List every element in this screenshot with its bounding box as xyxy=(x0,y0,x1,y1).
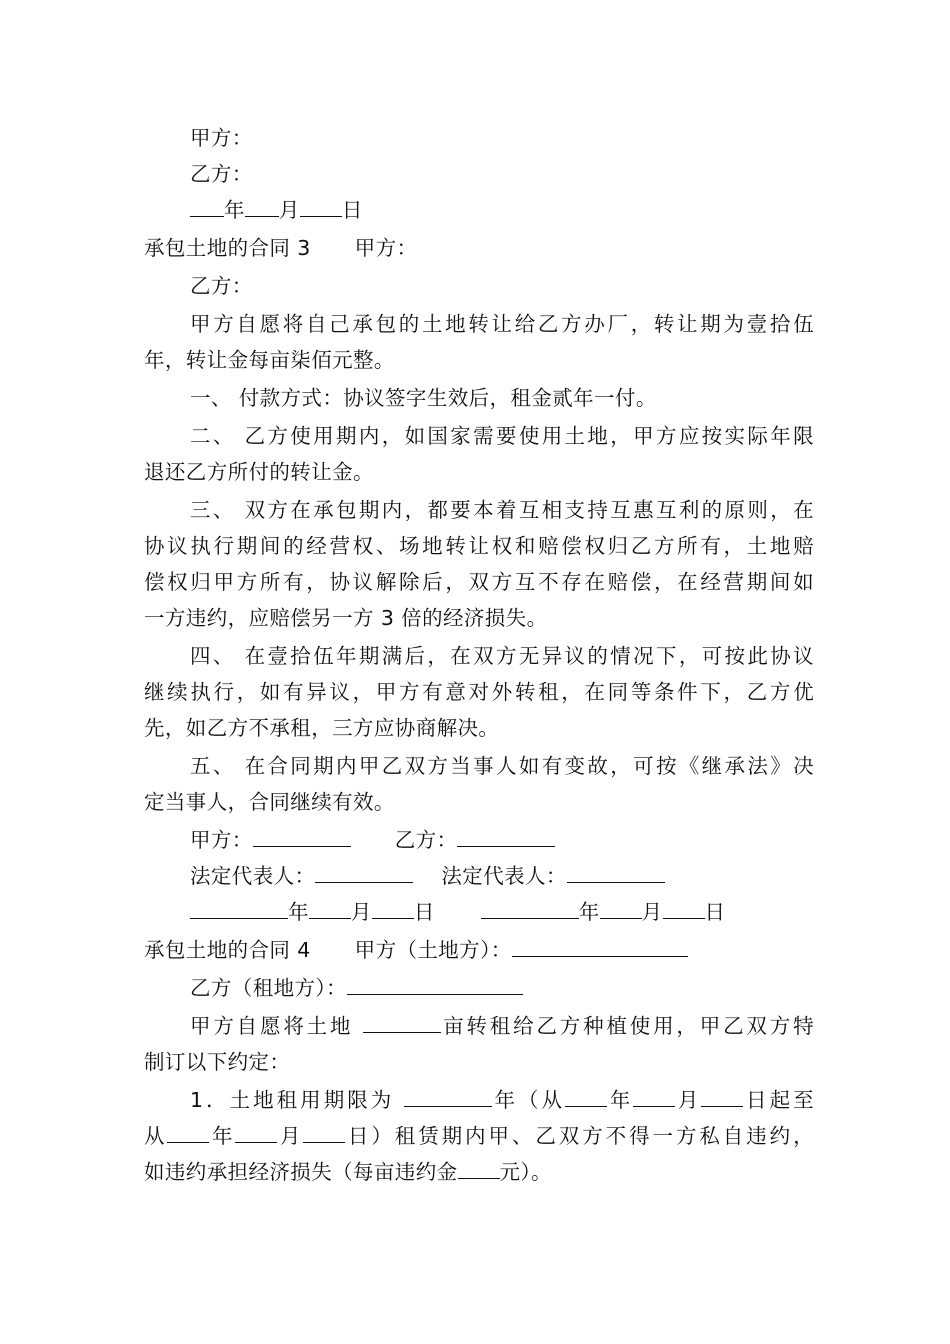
penalty-blank xyxy=(458,1158,500,1179)
text: 定当事人，合同继续有效。 xyxy=(144,790,395,814)
text: 日 xyxy=(704,900,726,924)
rep-a-blank xyxy=(315,862,413,883)
year-blank xyxy=(190,898,288,919)
contract-3-heading xyxy=(144,234,814,262)
party-b-line xyxy=(190,974,814,1002)
contract-title: 承包土地的合同 4 xyxy=(144,938,311,962)
text: 乙方（租地方）： xyxy=(190,976,347,1000)
text: 元）。 xyxy=(499,1160,552,1184)
year-blank xyxy=(167,1122,209,1143)
text: 先，如乙方不承租，三方应协商解决。 xyxy=(144,716,500,740)
clause-2 xyxy=(190,422,814,450)
date-line xyxy=(190,196,814,224)
text: 年，转让金每亩柒佰元整。 xyxy=(144,348,395,372)
party-a-blank xyxy=(512,936,688,957)
year-blank xyxy=(565,1086,607,1107)
text: 月 xyxy=(675,1088,702,1112)
paragraph-line xyxy=(144,678,814,706)
text: 亩转租给乙方种植使用，甲乙双方特 xyxy=(440,1014,814,1038)
clause-3 xyxy=(190,496,814,524)
day-blank xyxy=(701,1086,743,1107)
month-blank xyxy=(600,898,642,919)
paragraph-line xyxy=(144,714,814,742)
year-blank xyxy=(190,196,224,217)
text: 乙方： xyxy=(394,828,458,852)
text: 继续执行，如有异议，甲方有意对外转租，在同等条件下，乙方优 xyxy=(144,680,814,704)
text: 年 xyxy=(607,1088,634,1112)
month-blank xyxy=(309,898,351,919)
text: 月 xyxy=(278,198,300,222)
text: 甲方： xyxy=(354,236,418,260)
text: 乙方： xyxy=(190,162,253,186)
text: 协议执行期间的经营权、场地转让权和赔偿权归乙方所有，土地赔 xyxy=(144,534,814,558)
day-blank xyxy=(303,1122,345,1143)
party-a-label xyxy=(190,124,814,152)
text: 月 xyxy=(350,900,372,924)
party-b-blank xyxy=(347,974,523,995)
rep-b-blank xyxy=(567,862,665,883)
paragraph-line xyxy=(144,458,814,486)
text: 甲方（土地方）： xyxy=(354,938,512,962)
party-a-blank xyxy=(253,826,351,847)
contract-title: 承包土地的合同 3 xyxy=(144,236,311,260)
day-blank xyxy=(663,898,705,919)
term-blank xyxy=(404,1086,492,1107)
party-b-label xyxy=(190,272,814,300)
paragraph-line xyxy=(144,788,814,816)
text: 日起至 xyxy=(743,1088,815,1112)
text: 法定代表人： xyxy=(441,864,567,888)
text: 年（从 xyxy=(491,1088,566,1112)
clause-1 xyxy=(190,384,814,412)
text: 四、 在壹拾伍年期满后，在双方无异议的情况下，可按此协议 xyxy=(190,644,814,668)
text: 月 xyxy=(641,900,663,924)
text: 如违约承担经济损失（每亩违约金 xyxy=(144,1160,458,1184)
signature-parties xyxy=(190,826,814,854)
text: 日）租赁期内甲、乙双方不得一方私自违约， xyxy=(345,1124,814,1148)
text: 偿权归甲方所有，协议解除后，双方互不存在赔偿，在经营期间如 xyxy=(144,570,814,594)
clause-5 xyxy=(190,752,814,780)
text: 甲方： xyxy=(190,828,253,852)
text: 1．土地租用期限为 xyxy=(190,1088,395,1112)
signature-dates xyxy=(190,898,814,926)
year-blank xyxy=(481,898,579,919)
text: 法定代表人： xyxy=(190,864,316,888)
text: 日 xyxy=(341,198,363,222)
text: 乙方： xyxy=(190,274,253,298)
text: 退还乙方所付的转让金。 xyxy=(144,460,374,484)
paragraph-line xyxy=(144,1048,814,1076)
month-blank xyxy=(245,196,279,217)
area-blank xyxy=(363,1012,441,1033)
paragraph-line xyxy=(144,1158,814,1186)
clause-4 xyxy=(190,642,814,670)
contract-4-heading xyxy=(144,936,814,964)
party-b-blank xyxy=(457,826,555,847)
text: 月 xyxy=(277,1124,304,1148)
text: 甲方自愿将土地 xyxy=(190,1014,354,1038)
text: 一、 付款方式：协议签字生效后，租金贰年一付。 xyxy=(190,386,657,410)
text: 从 xyxy=(144,1124,168,1148)
party-b-label xyxy=(190,160,814,188)
text: 年 xyxy=(224,198,245,222)
paragraph-line xyxy=(144,604,814,632)
text: 二、 乙方使用期内，如国家需要使用土地，甲方应按实际年限 xyxy=(190,424,814,448)
paragraph-line xyxy=(190,310,814,338)
paragraph-line xyxy=(144,568,814,596)
month-blank xyxy=(235,1122,277,1143)
paragraph-line xyxy=(144,532,814,560)
text: 日 xyxy=(413,900,435,924)
paragraph-line xyxy=(144,1122,814,1150)
text: 甲方： xyxy=(190,126,253,150)
text: 年 xyxy=(209,1124,236,1148)
term-clause-1 xyxy=(190,1086,814,1114)
text: 年 xyxy=(578,900,600,924)
text: 甲方自愿将自己承包的土地转让给乙方办厂，转让期为壹拾伍 xyxy=(190,312,814,336)
day-blank xyxy=(372,898,414,919)
paragraph-line xyxy=(144,346,814,374)
day-blank xyxy=(300,196,342,217)
text: 三、 双方在承包期内，都要本着互相支持互惠互利的原则，在 xyxy=(190,498,814,522)
text: 制订以下约定： xyxy=(144,1050,291,1074)
signature-representatives xyxy=(190,862,814,890)
text: 年 xyxy=(288,900,309,924)
text: 一方违约，应赔偿另一方 3 倍的经济损失。 xyxy=(144,606,548,630)
paragraph-line xyxy=(190,1012,814,1040)
month-blank xyxy=(633,1086,675,1107)
text: 五、 在合同期内甲乙双方当事人如有变故，可按《继承法》决 xyxy=(190,754,814,778)
